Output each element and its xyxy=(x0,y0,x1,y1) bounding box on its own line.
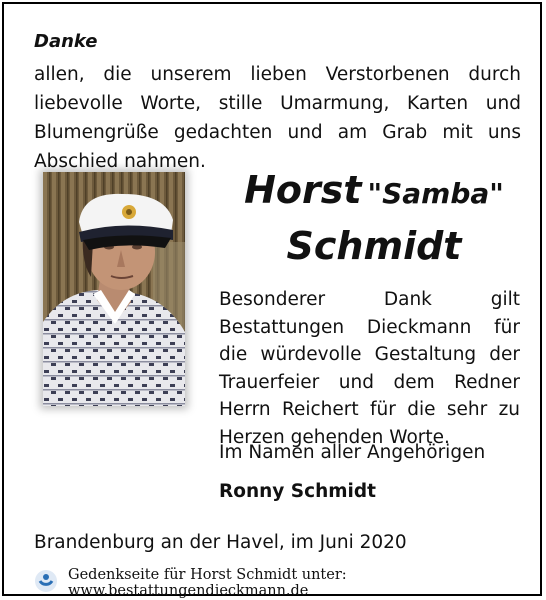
portrait-photo xyxy=(43,172,185,406)
signer-name: Ronny Schmidt xyxy=(219,481,376,502)
obituary-notice xyxy=(2,2,542,599)
deceased-last-name: Schmidt xyxy=(286,224,462,268)
first-name: Horst xyxy=(244,168,362,212)
memorial-page-link[interactable]: Gedenkseite für Horst Schmidt unter: www.bestattungendieckmann.de xyxy=(68,567,347,599)
deceased-first-name xyxy=(204,166,544,218)
footer xyxy=(34,567,540,599)
nickname: "Samba" xyxy=(367,177,504,210)
thanks-text: allen, die unserem lieben Verstorbenen durch liebevolle Worte, stille Umarmung, Karten und Blumengrüße gedachten und am Grab mit uns Abschied nahmen. xyxy=(34,64,521,172)
special-thanks-text: Besonderer Dank gilt Bestattungen Dieckmann für die würdevolle Gestaltung der Trauerfeier und dem Redner Herrn Reichert für die sehr zu Herzen gehenden Worte. xyxy=(219,289,520,448)
memorial-logo-icon xyxy=(34,569,58,597)
place-date: Brandenburg an der Havel, im Juni 2020 xyxy=(34,532,407,553)
behalf-line: Im Namen aller Angehörigen xyxy=(219,442,486,463)
heading: Danke xyxy=(34,31,98,52)
portrait-image xyxy=(43,172,185,406)
